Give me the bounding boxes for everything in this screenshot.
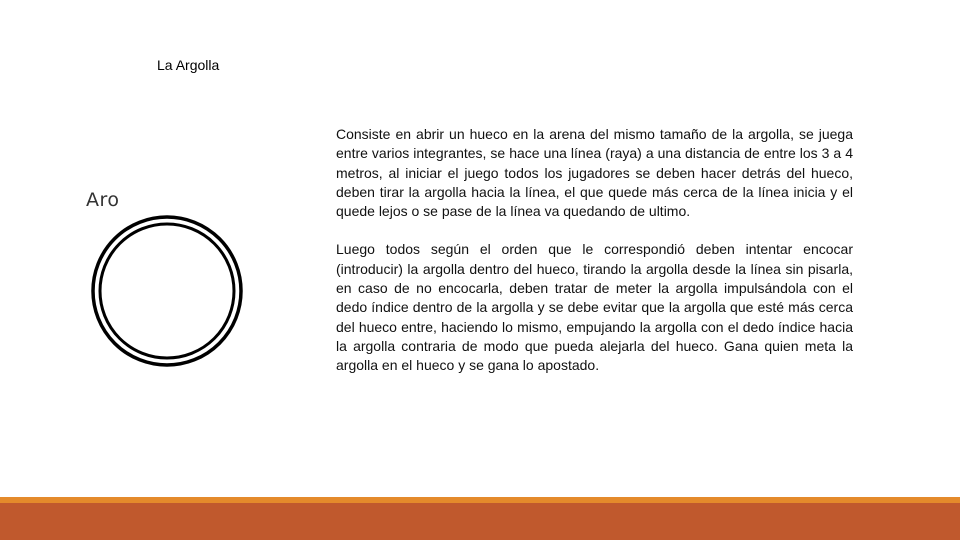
footer-bar — [0, 503, 960, 540]
ring-inner-circle — [100, 224, 234, 358]
paragraph-rules: Consiste en abrir un hueco en la arena del mismo tamaño de la argolla, se juega entre varios integrantes, se hace una línea (raya) a una distancia de entre los 3 a 4 metros, al iniciar el juego todos los jugadores se deben hacer detrás del hueco, deben tirar la argolla hacia la línea, el que quede más cerca de la línea inicia y el quede lejos o se pase de la línea va quedando de ultimo. — [336, 126, 853, 220]
ring-image-label: Aro — [86, 189, 120, 211]
slide-title: La Argolla — [157, 57, 220, 73]
paragraph-gameplay: Luego todos según el orden que le correspondió deben intentar encocar (introducir) la argolla dentro del hueco, tirando la argolla desde la línea sin pisarla, en caso de no encocarla, deben tratar de meter la argolla impulsándola con el dedo índice dentro de la argolla y se debe evitar que la argolla que esté más cerca del hueco entre, haciendo lo mismo, empujando la argolla con el dedo índice hacia la argolla contraria de modo que pueda alejarla del hueco. Gana quien meta la argolla en el hueco y se gana lo apostado. — [336, 241, 853, 374]
ring-illustration — [86, 210, 248, 372]
description-text — [336, 125, 853, 376]
ring-outer-circle — [93, 217, 241, 365]
